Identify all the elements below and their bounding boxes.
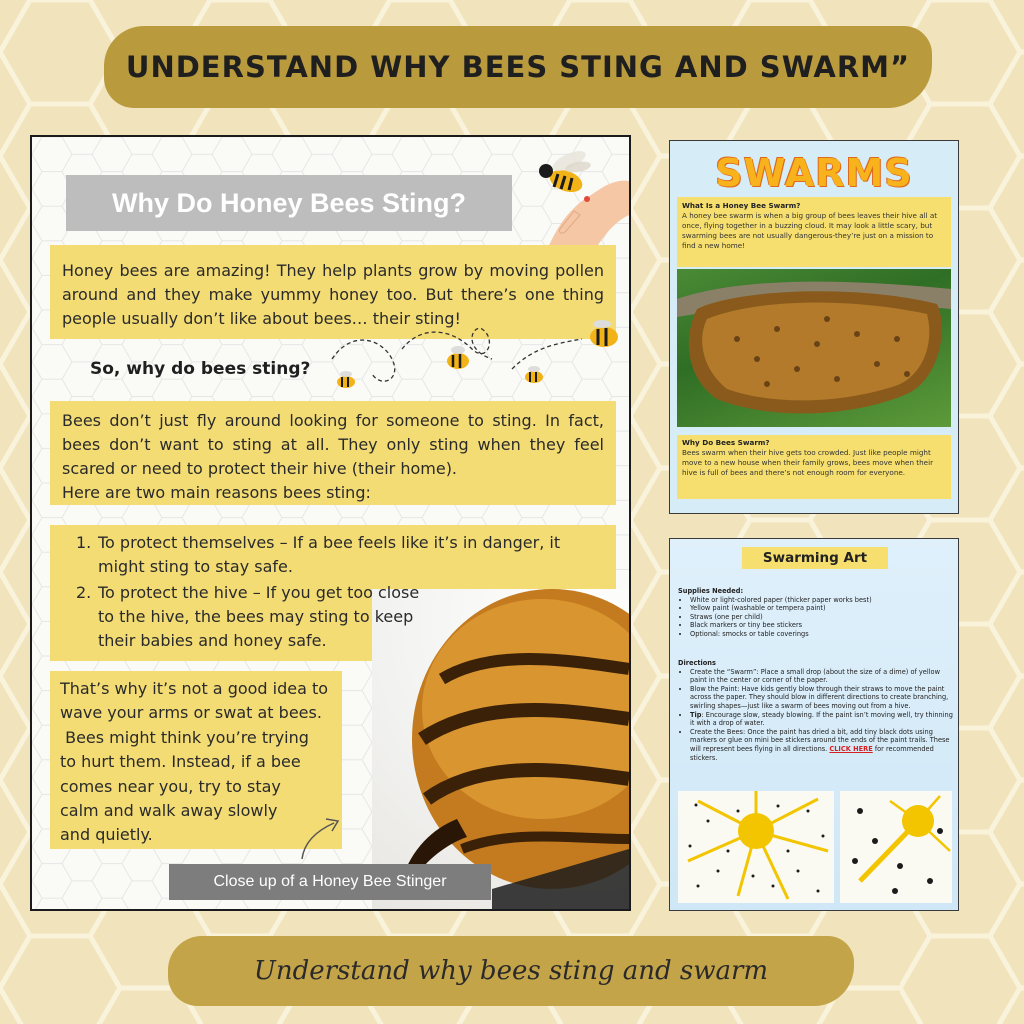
reason-number-1: 1. bbox=[76, 533, 92, 552]
header-banner bbox=[104, 26, 932, 108]
step-text: for recommended stickers. bbox=[690, 744, 934, 762]
direction-step bbox=[690, 711, 956, 728]
direction-step bbox=[690, 685, 956, 711]
swarm-question-2: Why Do Bees Swarm? bbox=[682, 438, 770, 447]
advice-line: and quietly. bbox=[60, 825, 153, 845]
step-text: Place a small drop (about the size of a dime) of yellow paint in the center or corner of the paper. bbox=[690, 667, 940, 685]
reason-1-line-2: might sting to stay safe. bbox=[98, 557, 293, 576]
question-heading: So, why do bees sting? bbox=[90, 359, 311, 379]
advice-line: That’s why it’s not a good idea to bbox=[60, 679, 329, 698]
photo-caption-text: Close up of a Honey Bee Stinger bbox=[213, 873, 447, 890]
directions-heading: Directions bbox=[678, 659, 716, 667]
footer-banner bbox=[168, 936, 854, 1006]
supply-item: • Black markers or tiny bee stickers bbox=[690, 621, 952, 630]
page-title-text: Why Do Honey Bees Sting? bbox=[111, 187, 467, 218]
advice-line: calm and walk away slowly bbox=[60, 801, 278, 821]
paint-splatter-art bbox=[678, 791, 834, 903]
intro-text: Honey bees are amazing! They help plants grow by moving pollen around and they make yummy honey too. But there’s one thing people usually don’t like about bees… their sting! bbox=[62, 261, 604, 328]
supply-item: • White or light-colored paper (thicker paper works best) bbox=[690, 596, 952, 605]
advice-line: Bees might think you’re trying bbox=[60, 727, 309, 747]
advice-line: comes near you, try to stay bbox=[60, 776, 281, 796]
step-text: Have kids gently blow through their straws to move the paint across the paper. They should blow in different directions to create branching, swirling shapes—just like a swarm of bees moving out from a hive. bbox=[690, 684, 949, 710]
swarming-art-title: Swarming Art bbox=[742, 547, 888, 569]
swarming-art-page bbox=[669, 538, 959, 911]
stickers-link[interactable]: CLICK HERE bbox=[829, 744, 873, 753]
flying-bees-illustration bbox=[322, 319, 622, 399]
direction-step bbox=[690, 668, 956, 685]
supply-item: • Straws (one per child) bbox=[690, 613, 952, 622]
stinger-photo-art bbox=[372, 589, 629, 909]
supply-item: • Optional: smocks or table coverings bbox=[690, 630, 952, 639]
swarms-page bbox=[669, 140, 959, 514]
bee-on-hand-illustration bbox=[514, 145, 629, 257]
bee-icon bbox=[447, 346, 469, 369]
paint-art-example-1 bbox=[678, 791, 834, 903]
advice-line: to hurt them. Instead, if a bee bbox=[60, 752, 301, 772]
swarm-photo-art bbox=[677, 269, 951, 427]
direction-step bbox=[690, 728, 956, 762]
bee-icon bbox=[337, 371, 355, 388]
arrow-icon bbox=[294, 813, 344, 863]
reason-1-line-1: To protect themselves – If a bee feels like it’s in danger, it bbox=[98, 533, 561, 552]
step-label: Create the Bees: bbox=[690, 727, 746, 736]
bee-icon bbox=[525, 366, 543, 383]
supplies-section bbox=[678, 587, 952, 639]
paint-art-example-2 bbox=[840, 791, 952, 903]
bee-icon bbox=[590, 320, 618, 347]
reason-2-line-3: their babies and honey safe. bbox=[98, 631, 327, 650]
supplies-heading: Supplies Needed: bbox=[678, 587, 744, 595]
swarm-definition-box bbox=[677, 197, 951, 267]
step-text: Once the paint has dried a bit, add tiny black dots using markers or glue on mini bee stickers around the ends of the paint trails. These will represent bees flying in all directions. bbox=[690, 727, 950, 753]
step-label: Create the “Swarm”: bbox=[690, 667, 759, 676]
reasons-text: Bees don’t just fly around looking for someone to sting. In fact, bees don’t want to sting at all. They only sting when they feel scared or need to protect their hive (their home). bbox=[62, 411, 604, 478]
advice-line: wave your arms or swat at bees. bbox=[60, 703, 322, 723]
paint-splatter-art bbox=[840, 791, 952, 903]
swarm-question-1: What Is a Honey Bee Swarm? bbox=[682, 201, 801, 210]
swarm-answer-1: A honey bee swarm is when a big group of bees leaves their hive all at once, flying together in a buzzing cloud. It may look a little scary, but swarming bees are not usually dangerous-they’re just on a mission to find a new home! bbox=[682, 211, 938, 250]
swarm-answer-2: Bees swarm when their hive gets too crowded. Just like people might move to a new house when their family grows, bees move when their hive is full of bees and there’s not enough room for everyone. bbox=[682, 448, 934, 477]
footer-text: Understand why bees sting and swarm bbox=[253, 956, 769, 986]
step-label: Tip bbox=[690, 710, 702, 719]
reason-number-2: 2. bbox=[76, 583, 92, 602]
step-text: : Encourage slow, steady blowing. If the paint isn’t moving well, try thinning it with a drop of water. bbox=[690, 710, 953, 728]
swarm-reason-box bbox=[677, 435, 951, 499]
reason-2-line-2: to the hive, the bees may sting to keep bbox=[98, 607, 414, 626]
step-label: Blow the Paint: bbox=[690, 684, 740, 693]
bee-swarm-photo bbox=[677, 269, 951, 427]
directions-section bbox=[678, 659, 956, 762]
bee-stinger-photo bbox=[372, 589, 629, 909]
swarms-title: SWARMS bbox=[715, 151, 913, 195]
sting-page bbox=[30, 135, 631, 911]
photo-caption bbox=[169, 864, 491, 900]
bee-icon bbox=[539, 147, 592, 196]
reasons-box bbox=[50, 401, 616, 505]
reason-2-line-1: To protect the hive – If you get too close bbox=[98, 583, 420, 602]
reasons-lead: Here are two main reasons bees sting: bbox=[62, 483, 371, 502]
header-title: UNDERSTAND WHY BEES STING AND SWARM” bbox=[125, 50, 911, 84]
supply-item: • Yellow paint (washable or tempera paint) bbox=[690, 604, 952, 613]
page-title bbox=[66, 175, 512, 231]
